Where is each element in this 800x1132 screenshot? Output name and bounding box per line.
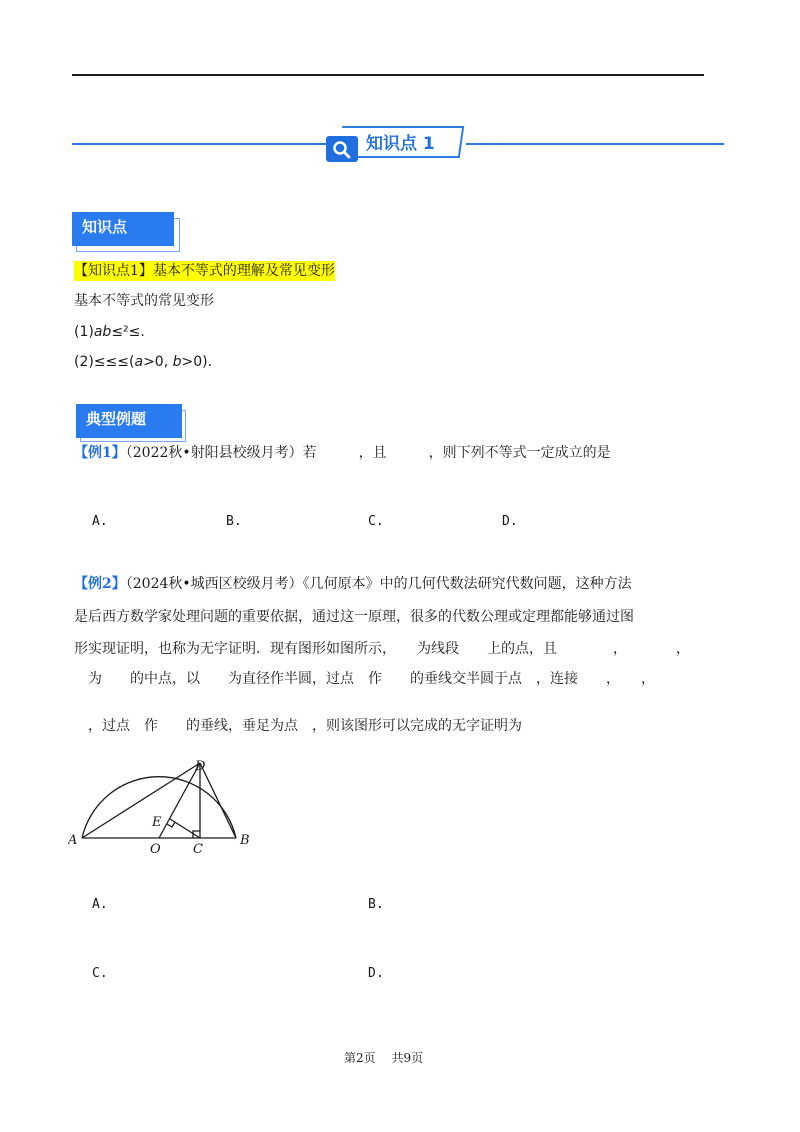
kp-line-2-rest: ≤²≤. (111, 324, 145, 340)
ex1-option-d[interactable]: D. (502, 514, 518, 529)
kp-line-3-end: >0). (181, 354, 213, 370)
label-b: B (240, 833, 250, 848)
kp-heading: 【知识点1】基本不等式的理解及常见变形 (74, 263, 335, 279)
kp-line-2-prefix: (1) (74, 324, 94, 340)
example-2-line-1 (74, 574, 632, 594)
section-tag-examples: 典型例题 (76, 404, 182, 438)
ex1-option-c[interactable]: C. (368, 514, 384, 529)
kp-line-3-a: a (134, 354, 144, 370)
kp-line-2 (74, 322, 145, 342)
label-e: E (152, 815, 162, 830)
header-rule (72, 74, 704, 76)
search-icon (326, 136, 358, 162)
segment-bd (200, 763, 236, 838)
page-footer: 第2页 共9页 (344, 1051, 424, 1065)
example-1 (74, 443, 611, 463)
example-2-line-4: 为 的中点，以 为直径作半圆，过点 作 的垂线交半圆于点 ，连接 ， ， (74, 671, 655, 687)
kp-line-3-mid: >0, (143, 354, 173, 370)
example-2-label: 【例2】 (74, 576, 126, 592)
label-a: A (68, 833, 78, 848)
section-tag-knowledge: 知识点 (72, 212, 174, 246)
knowledge-banner (326, 126, 466, 162)
banner-line-right (466, 143, 724, 145)
example-1-text: （2022秋•射阳县校级月考）若 ，且 ，则下列不等式一定成立的是 (125, 445, 611, 461)
kp-line-3-prefix: (2)≤≤≤( (74, 354, 135, 370)
ex2-option-b[interactable]: B. (368, 897, 384, 912)
kp-line-1: 基本不等式的常见变形 (74, 293, 214, 309)
example-2-line-2: 是后西方数学家处理问题的重要依据，通过这一原理，很多的代数公理或定理都能够通过图 (74, 609, 634, 625)
kp-line-3-b: b (172, 354, 182, 370)
ex1-option-b[interactable]: B. (226, 514, 242, 529)
ex2-option-c[interactable]: C. (92, 966, 108, 981)
right-angle-e (167, 822, 175, 827)
label-o: O (150, 842, 161, 856)
example-2-line-5: ，过点 作 的垂线，垂足为点 ，则该图形可以完成的无字证明为 (74, 718, 522, 734)
label-d: D (195, 759, 206, 774)
banner-line-left (72, 143, 326, 145)
segment-od (159, 763, 200, 838)
banner-title: 知识点 1 (366, 134, 435, 154)
semicircle-figure (68, 752, 258, 856)
example-2-line-3: 形实现证明，也称为无字证明．现有图形如图所示， 为线段 上的点，且 ， ， (74, 641, 690, 657)
kp-line-2-var: ab (93, 324, 112, 340)
example-2-text-1: （2024秋•城西区校级月考）《几何原本》中的几何代数法研究代数问题，这种方法 (125, 576, 632, 592)
ex2-option-d[interactable]: D. (368, 966, 384, 981)
ex2-option-a[interactable]: A. (92, 897, 108, 912)
label-c: C (193, 842, 203, 856)
example-1-label: 【例1】 (74, 445, 126, 461)
kp-line-3 (74, 352, 212, 372)
ex1-option-a[interactable]: A. (92, 514, 108, 529)
